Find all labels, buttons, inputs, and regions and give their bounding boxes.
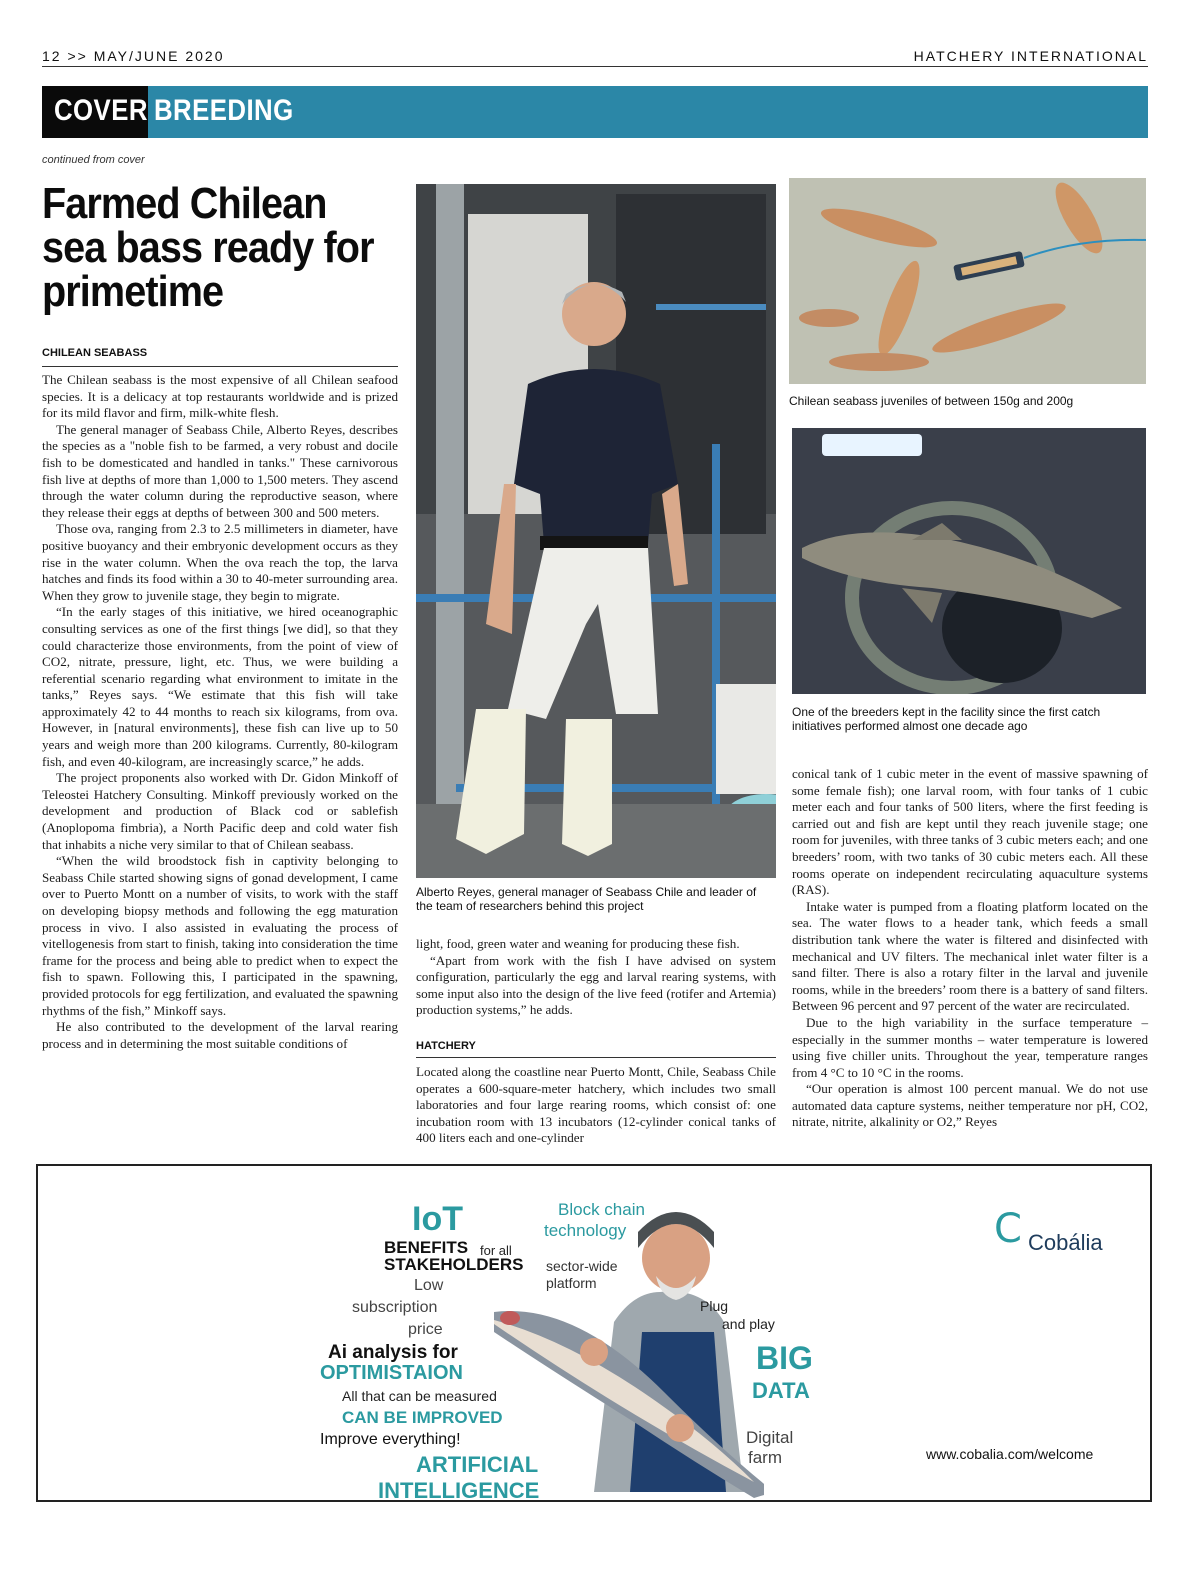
photo-juveniles bbox=[789, 178, 1146, 384]
header-rule bbox=[42, 66, 1148, 67]
article-paragraph: Located along the coastline near Puerto Montt, Chile, Seabass Chile operates a 600-square-meter hatchery, which includes two small laboratories and four large rearing rooms, which consist of: one incubation room with 13 incubators (12-cylinder conical tanks of 400 liters each and one-cylinder bbox=[416, 1064, 776, 1146]
ad-stakeholders: STAKEHOLDERS bbox=[384, 1255, 524, 1274]
folio-left: 12 >> MAY/JUNE 2020 bbox=[42, 48, 225, 64]
ad-price: price bbox=[408, 1321, 443, 1338]
breeder-illustration bbox=[792, 428, 1146, 694]
article-paragraph: “When the wild broodstock fish in captivity belonging to Seabass Chile started showing signs of gonad development, I came over to Puerto Montt on a number of visits, to work with the staff on developing biopsy methods and following the egg maturation process in vivo. I also assisted in evaluating the process of vitellogenesis from start to finish, taking into consideration the time frame for the process and being able to predict when to expect the fish to spawn. Following this, I participated in the spawning, provided protocols for egg fertilization, and evaluated the spawning rhythms of the fish,” Minkoff says. bbox=[42, 853, 398, 1018]
cobalia-logo: Cobália bbox=[1028, 1230, 1103, 1255]
article-paragraph: conical tank of 1 cubic meter in the event of massive spawning of some female fish); one larval room, with four tanks of 1 cubic meter each and four tanks of 500 liters, where the first feeding is carried out and fish are kept until they reach juvenile stage; one room for juveniles, with three tanks of 3 cubic meters each; and one breeders’ room, with two tanks of 30 cubic meters each. All these rooms operate on independent recirculating aquaculture systems (RAS). bbox=[792, 766, 1148, 898]
ad-low: Low bbox=[414, 1277, 444, 1294]
ad-digital-2: farm bbox=[748, 1448, 782, 1467]
article-paragraph: The Chilean seabass is the most expensive of all Chilean seafood species. It is a delicacy at top restaurants worldwide and is prized for its mild flavor and firm, milk-white flesh. bbox=[42, 372, 398, 421]
cobalia-url[interactable]: www.cobalia.com/welcome bbox=[926, 1446, 1094, 1462]
fisherman-with-salmon-illustration bbox=[464, 1192, 764, 1500]
article-paragraph: light, food, green water and weaning for producing these fish. bbox=[416, 936, 740, 951]
kicker-rule bbox=[42, 366, 398, 367]
publication-name: HATCHERY INTERNATIONAL bbox=[913, 48, 1148, 64]
ad-big: BIG bbox=[756, 1340, 813, 1376]
kicker-rule-2 bbox=[416, 1057, 776, 1058]
article-paragraph: Intake water is pumped from a floating platform located on the sea. The water flows to a header tank, which feeds a small distribution tank where the water is filtered and disinfected with mechanical and UV filters. The mechanical inlet water filter is a sand filter. There is also a rotary filter in the larval and juvenile rooms, while in the breeders’ room there is a battery of sand filters. Between 96 percent and 97 percent of the water are recirculated. bbox=[792, 898, 1148, 1014]
article-paragraph: Due to the high variability in the surface temperature – especially in the summer months – water temperature is lowered using five chiller units. Throughout the year, temperature ranges from 4 °C to 10 °C in the rooms. bbox=[792, 1014, 1148, 1080]
article-paragraph: The project proponents also worked with Dr. Gidon Minkoff of Teleostei Hatchery Consulting. Minkoff previously worked on the development and production of Black cod or sablefish (Anoplopoma fimbria), a North Pacific deep and cold water fish that inhabits a niche very similar to that of Chilean seabass. bbox=[42, 770, 398, 852]
section-topic-label: BREEDING bbox=[154, 94, 294, 127]
ad-optimisation: OPTIMISTAION bbox=[320, 1362, 463, 1384]
ad-digital-1: Digital bbox=[746, 1428, 794, 1447]
caption-breeder: One of the breeders kept in the facility since the first catch initiatives performed almost one decade ago bbox=[792, 705, 1101, 733]
cobalia-logo-c: C bbox=[994, 1206, 1022, 1252]
ad-subscription: subscription bbox=[352, 1299, 438, 1316]
article-paragraph: The general manager of Seabass Chile, Alberto Reyes, describes the species as a "noble fish to be farmed, a very robust and docile fish to be domesticated and handled in tanks." These carnivorous fish live at depths of more than 1,000 to 1,500 meters. They ascend through the water column during the reproductive season, where they release their eggs at depths of between 300 and 500 meters. bbox=[42, 421, 398, 520]
photo-alberto-reyes bbox=[416, 184, 776, 878]
ad-blockchain-2: technology bbox=[544, 1221, 627, 1240]
article-paragraph: “Apart from work with the fish I have advised on system configuration, particularly the egg and larval rearing systems, with some input also into the design of the live feed (rotifer and Artemia) production systems,” he adds. bbox=[416, 952, 776, 1018]
ad-sector-1: sector-wide bbox=[546, 1258, 618, 1274]
ad-intelligence: INTELLIGENCE bbox=[378, 1478, 540, 1503]
ad-sector-2: platform bbox=[546, 1275, 597, 1291]
advertisement-cobalia[interactable] bbox=[36, 1164, 1152, 1502]
article-column-3 bbox=[792, 766, 1148, 1131]
ad-improved: CAN BE IMPROVED bbox=[342, 1408, 503, 1427]
article-paragraph: Those ova, ranging from 2.3 to 2.5 millimeters in diameter, have positive buoyancy and their embryonic development occurs as they rise in the water column. When the ova reach the top, the larva hatches and finds its food within a 30 to 40-meter surrounding area. When they grow to juvenile stage, they begin to migrate. bbox=[42, 521, 398, 603]
juveniles-illustration bbox=[789, 178, 1146, 384]
ad-measured: All that can be measured bbox=[342, 1388, 497, 1404]
article-column-2-top bbox=[416, 936, 776, 1019]
ad-improve-all: Improve everything! bbox=[320, 1431, 461, 1448]
article-paragraph: He also contributed to the development of the larval rearing process and in determining the most suitable conditions of bbox=[42, 1019, 398, 1051]
continued-note: continued from cover bbox=[42, 154, 145, 166]
article-paragraph: “Our operation is almost 100 percent manual. We do not use automated data capture systems, neither temperature nor pH, CO2, nitrate, nitrite, alkalinity or O2,” Reyes bbox=[792, 1081, 1148, 1130]
ad-and-play: and play bbox=[722, 1316, 775, 1332]
ad-iot: IoT bbox=[412, 1200, 463, 1238]
ad-data: DATA bbox=[752, 1378, 810, 1403]
ad-plug: Plug bbox=[700, 1298, 729, 1314]
article-column-2-bottom bbox=[416, 1064, 776, 1147]
ad-blockchain-1: Block chain bbox=[558, 1200, 645, 1219]
caption-alberto-reyes: Alberto Reyes, general manager of Seabass Chile and leader of the team of researchers behind this project bbox=[416, 885, 757, 913]
ad-for-all: for all bbox=[480, 1243, 512, 1258]
section-cover-label: COVER bbox=[42, 86, 148, 138]
photo-breeder bbox=[792, 428, 1146, 694]
hatchery-photo-illustration bbox=[416, 184, 776, 878]
ad-benefits: BENEFITS bbox=[384, 1238, 469, 1257]
article-paragraph: “In the early stages of this initiative, we hired oceanographic consulting services as one of the first things [we did], so that they could characterize those environments, from the point of view of CO2, nitrate, pressure, light, etc. Thus, we were building a referential scenario regarding what environment to imitate in the tanks,” Reyes says. “We estimate that this fish will take approximately 42 to 44 months to reach six kilograms, from ova. However, in [natural environments], these fish can live up to 50 years and weigh more than 200 kilograms. Currently, 80-kilogram fish, and even 40-kilogram, are increasingly scarce,” he adds. bbox=[42, 604, 398, 769]
ad-artificial: ARTIFICIAL bbox=[416, 1452, 539, 1477]
caption-juveniles: Chilean seabass juveniles of between 150g and 200g bbox=[789, 394, 1074, 408]
article-column-1 bbox=[42, 372, 398, 1052]
headline: Farmed Chilean sea bass ready for primetime bbox=[42, 179, 374, 316]
ad-ai-for: Ai analysis for bbox=[328, 1342, 458, 1363]
kicker-hatchery: HATCHERY bbox=[416, 1040, 476, 1052]
kicker-chilean-seabass: CHILEAN SEABASS bbox=[42, 347, 148, 359]
